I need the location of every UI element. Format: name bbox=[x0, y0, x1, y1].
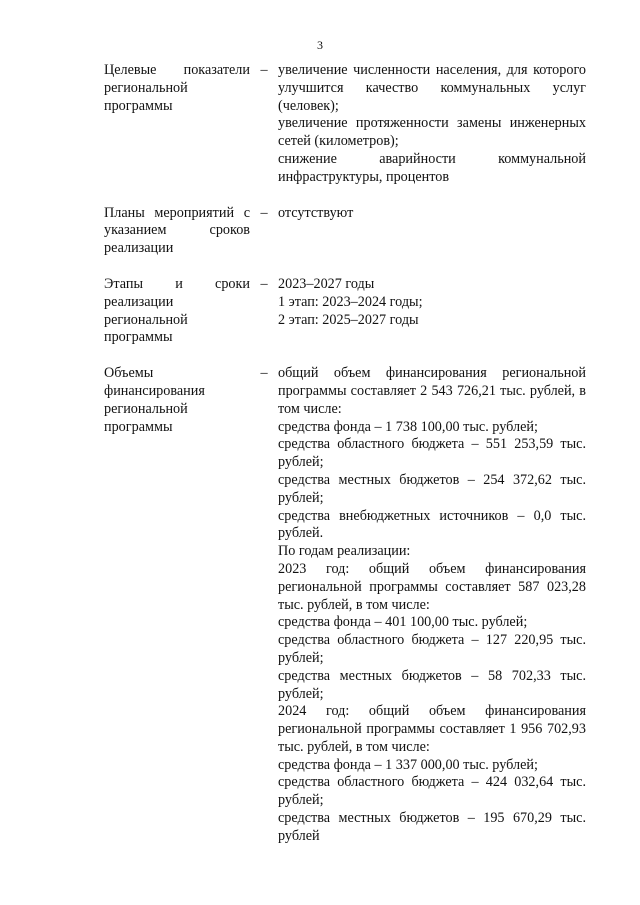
value-line: средства местных бюджетов – 58 702,33 тыс. рублей; bbox=[278, 667, 586, 702]
value-line: средства областного бюджета – 551 253,59 тыс. рублей; bbox=[278, 436, 586, 471]
row-label: Этапы и сроки реализации региональной программы bbox=[104, 275, 250, 346]
value-line: отсутствуют bbox=[278, 204, 354, 221]
row-label: Целевые показатели региональной программы bbox=[104, 62, 250, 114]
value-line: 1 этап: 2023–2024 годы; bbox=[278, 293, 423, 310]
value-line: средства фонда – 401 100,00 тыс. рублей; bbox=[278, 614, 528, 631]
value-line: 2023 год: общий объем финансирования региональной программы составляет 587 023,28 тыс. рублей, в том числе: bbox=[278, 560, 586, 613]
value-line: 2023–2027 годы bbox=[278, 275, 375, 292]
value-line: общий объем финансирования региональной программы составляет 2 543 726,21 тыс. рублей, в том числе: bbox=[278, 365, 586, 417]
value-line: увеличение протяженности замены инженерных сетей (километров); bbox=[278, 115, 586, 150]
value-line: средства местных бюджетов – 254 372,62 тыс. рублей; bbox=[278, 471, 586, 506]
row-dash: – bbox=[260, 275, 268, 292]
row-financing-volumes bbox=[104, 365, 586, 846]
value-line: снижение аварийности коммунальной инфраструктуры, процентов bbox=[278, 150, 586, 185]
value-line: средства областного бюджета – 127 220,95 тыс. рублей; bbox=[278, 632, 586, 666]
row-dash: – bbox=[260, 365, 268, 382]
row-label: Планы мероприятий с указанием сроков реализации bbox=[104, 204, 250, 257]
row-stages-terms bbox=[104, 276, 586, 347]
value-line: увеличение численности населения, для которого улучшится качество коммунальных услуг (человек); bbox=[278, 62, 586, 114]
row-value bbox=[278, 62, 586, 187]
row-target-indicators bbox=[104, 62, 586, 187]
value-line: 2024 год: общий объем финансирования региональной программы составляет 1 956 702,93 тыс. рублей, в том числе: bbox=[278, 703, 586, 755]
value-line: средства областного бюджета – 424 032,64 тыс. рублей; bbox=[278, 774, 586, 809]
page-number: 3 bbox=[317, 38, 323, 52]
value-line: средства внебюджетных источников – 0,0 тыс. рублей. bbox=[278, 507, 586, 542]
value-line: 2 этап: 2025–2027 годы bbox=[278, 311, 419, 328]
row-value bbox=[278, 276, 586, 329]
value-line: средства фонда – 1 337 000,00 тыс. рублей; bbox=[278, 756, 538, 773]
row-dash: – bbox=[260, 62, 268, 78]
value-line: По годам реализации: bbox=[278, 543, 411, 560]
passport-table bbox=[104, 62, 586, 864]
row-label: Объемы финансирования региональной программы bbox=[104, 365, 205, 435]
row-dash: – bbox=[260, 204, 268, 221]
value-line: средства местных бюджетов – 195 670,29 тыс. рублей bbox=[278, 810, 586, 844]
row-value bbox=[278, 205, 586, 223]
row-action-plans bbox=[104, 205, 586, 258]
value-line: средства фонда – 1 738 100,00 тыс. рублей; bbox=[278, 418, 538, 435]
row-value bbox=[278, 365, 586, 846]
